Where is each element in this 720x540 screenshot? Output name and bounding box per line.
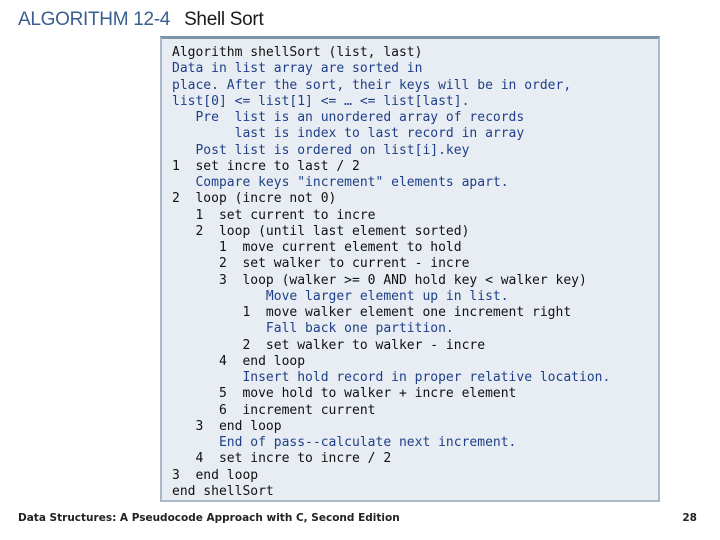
code-line: place. After the sort, their keys will be in order,	[172, 77, 572, 93]
code-line: 1 move current element to hold	[172, 240, 462, 255]
code-line: Move larger element up in list.	[172, 288, 509, 304]
code-line: last is index to last record in array	[172, 126, 525, 142]
algorithm-name: Shell Sort	[184, 9, 264, 30]
code-line: 4 set incre to incre / 2	[172, 451, 392, 467]
algorithm-title	[18, 9, 263, 31]
code-line: Pre list is an unordered array of records	[172, 110, 525, 125]
code-line: 6 increment current	[172, 402, 376, 418]
code-line: end shellSort	[172, 483, 274, 499]
code-line: 3 loop (walker >= 0 AND hold key < walker key)	[172, 272, 587, 288]
code-line: 1 set current to incre	[172, 207, 376, 223]
algorithm-label: ALGORITHM 12-4	[18, 9, 171, 30]
code-line: 4 end loop	[172, 353, 306, 369]
footer-citation: Data Structures: A Pseudocode Approach with C, Second Edition	[18, 512, 400, 524]
code-line: Data in list array are sorted in	[172, 61, 423, 77]
code-line: 2 loop (until last element sorted)	[172, 223, 470, 239]
code-line: 3 end loop	[172, 418, 282, 434]
code-line: Post list is ordered on list[i].key	[172, 142, 470, 158]
code-line: 2 set walker to current - incre	[172, 256, 470, 272]
code-line: 1 move walker element one increment right	[172, 305, 572, 320]
code-line: Compare keys "increment" elements apart.	[172, 175, 509, 190]
code-line: 2 set walker to walker - incre	[172, 337, 486, 353]
code-line: End of pass--calculate next increment.	[172, 435, 517, 450]
code-line: list[0] <= list[1] <= … <= list[last].	[172, 93, 470, 109]
code-line: 3 end loop	[172, 467, 259, 483]
code-line: Insert hold record in proper relative location.	[172, 370, 611, 385]
code-line: 1 set incre to last / 2	[172, 158, 360, 174]
code-line: Algorithm shellSort (list, last)	[172, 45, 423, 60]
code-listing-box	[160, 36, 660, 502]
code-line: 5 move hold to walker + incre element	[172, 386, 517, 402]
page-number: 28	[682, 512, 697, 524]
code-line: Fall back one partition.	[172, 321, 454, 337]
code-line: 2 loop (incre not 0)	[172, 191, 337, 207]
